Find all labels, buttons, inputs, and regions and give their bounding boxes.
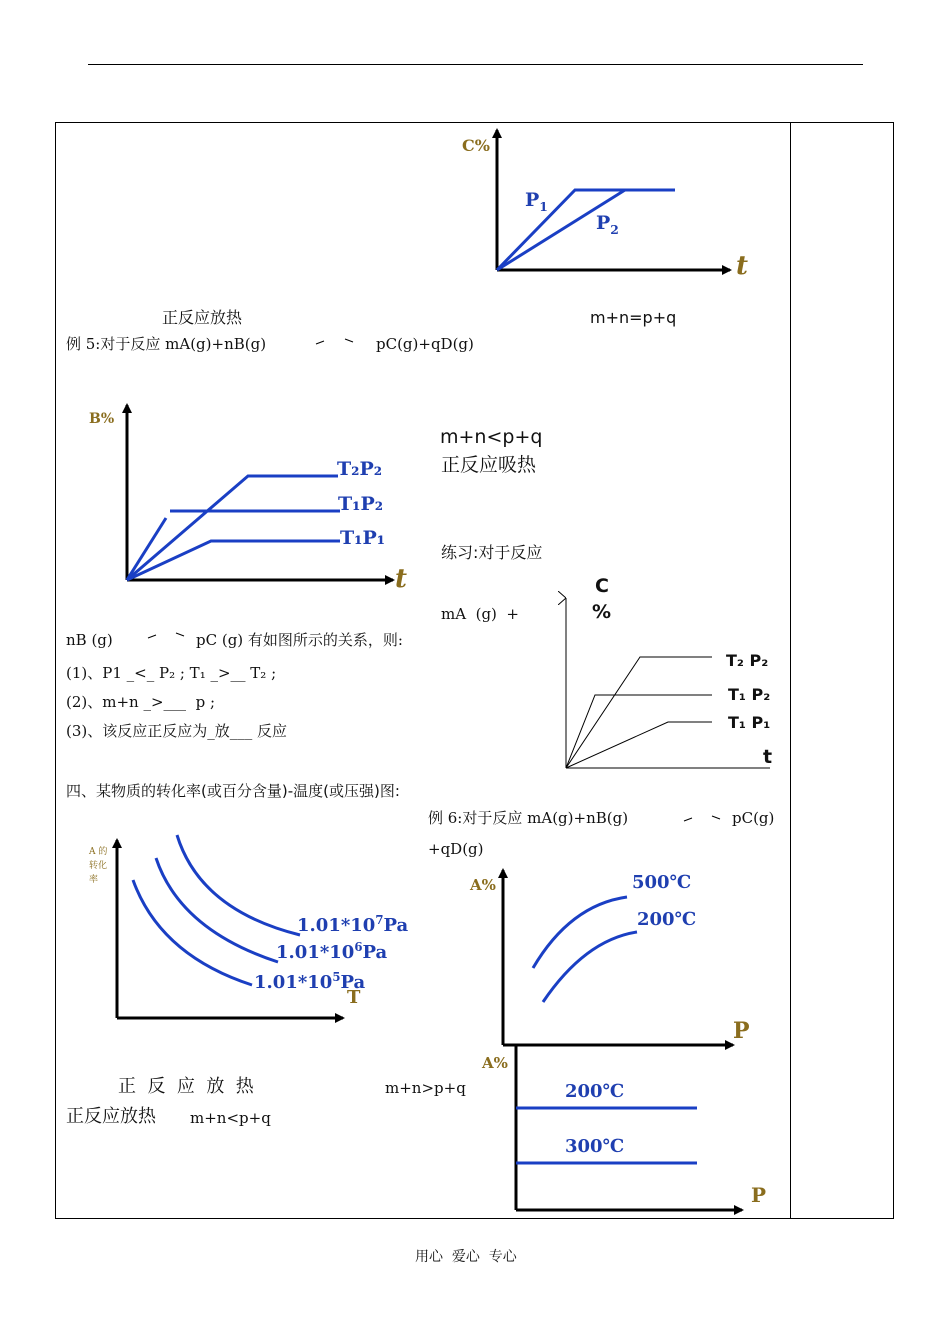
bottom-line-2b: m+n<p+q [190, 1109, 271, 1127]
bottom-line-1a: 正 反 应 放 热 [118, 1076, 254, 1097]
right-text-2: 正反应吸热 [441, 454, 537, 476]
a-T-ylabel-1: A 的 [89, 847, 108, 857]
example-6-cont: +qD(g) [428, 840, 484, 858]
line-1b: m+n=p+q [590, 308, 677, 327]
right-text-1: m+n<p+q [440, 426, 543, 448]
practice-xlabel: t [763, 746, 773, 768]
practice-line-2a: nB (g) [66, 631, 113, 649]
practice-ylabel-pct: % [592, 601, 612, 623]
c-t-xlabel: t [736, 251, 749, 281]
a-P1-xlabel: P [733, 1018, 750, 1044]
c-t-ylabel: C% [462, 136, 490, 155]
chart-c-practice [566, 598, 773, 768]
b-t-legend-t2p2: T₂P₂ [337, 458, 383, 480]
a-T-legend-105: $1.01*10^5Pa$ [254, 970, 366, 993]
bottom-line-1b: m+n>p+q [385, 1079, 466, 1097]
practice-curve-t1p2 [566, 695, 712, 768]
practice-title: 练习:对于反应 [441, 543, 543, 562]
a-T-curve-107 [177, 835, 300, 935]
example-6-product: pC(g) [732, 809, 775, 827]
section-4-heading: 四、某物质的转化率(或百分含量)-温度(或压强)图: [66, 782, 400, 800]
practice-line-2b: pC (g) 有如图所示的关系，则: [196, 631, 403, 649]
a-T-ylabel-2: 转化 [89, 861, 108, 871]
a-T-ylabel-3: 率 [89, 875, 99, 885]
c-t-label-p1: $P_1$ [525, 189, 548, 214]
b-t-xlabel: t [395, 564, 408, 594]
practice-legend-t2p2: T₂ P₂ [726, 651, 769, 670]
a-T-legend-107: $1.01*10^7Pa$ [297, 913, 409, 936]
question-1: (1)、P1 _<_ P₂ ; T₁ _>__ T₂ ; [66, 664, 277, 682]
a-P2-xlabel: P [751, 1183, 767, 1207]
b-t-ylabel: B% [89, 411, 115, 427]
practice-curve-t1p1 [566, 722, 712, 768]
b-t-legend-t1p2: T₁P₂ [338, 493, 384, 515]
a-T-curve-106 [156, 858, 278, 962]
practice-legend-t1p1: T₁ P₁ [728, 713, 771, 732]
a-P1-curve-200 [543, 932, 637, 1002]
c-t-curve-p1 [497, 190, 675, 270]
a-P1-ylabel: A% [470, 876, 496, 894]
a-P2-legend-300: 300℃ [565, 1136, 625, 1157]
chart-a-P1 [503, 870, 733, 1045]
example-6: 例 6:对于反应 mA(g)+nB(g) [428, 809, 629, 827]
a-T-curve-105 [133, 880, 252, 985]
a-T-xlabel: T [347, 987, 361, 1008]
bottom-line-2a: 正反应放热 [66, 1106, 156, 1127]
practice-ylabel: C [595, 575, 609, 597]
a-P2-ylabel: A% [482, 1054, 508, 1072]
practice-reaction: mA (g) + [441, 605, 520, 623]
a-P1-legend-200: 200℃ [637, 909, 697, 930]
a-T-legend-106: $1.01*10^6Pa$ [276, 940, 388, 963]
chart-a-P2 [516, 1045, 742, 1210]
a-P1-curve-500 [533, 897, 627, 968]
question-2: (2)、m+n _>___ p ; [66, 693, 215, 711]
c-t-label-p2: $P_2$ [596, 212, 619, 237]
b-t-curve-t1p1 [127, 541, 340, 580]
question-3: (3)、该反应正反应为_放___ 反应 [66, 722, 288, 740]
b-t-legend-t1p1: T₁P₁ [340, 527, 386, 549]
a-P1-legend-500: 500℃ [632, 872, 692, 893]
example-5-product: pC(g)+qD(g) [376, 335, 474, 353]
a-P2-legend-200: 200℃ [565, 1081, 625, 1102]
practice-legend-t1p2: T₁ P₂ [728, 685, 771, 704]
line-1a: 正反应放热 [162, 308, 243, 327]
example-5: 例 5:对于反应 mA(g)+nB(g) [66, 335, 267, 353]
page-footer: 用心 爱心 专心 [415, 1249, 517, 1265]
